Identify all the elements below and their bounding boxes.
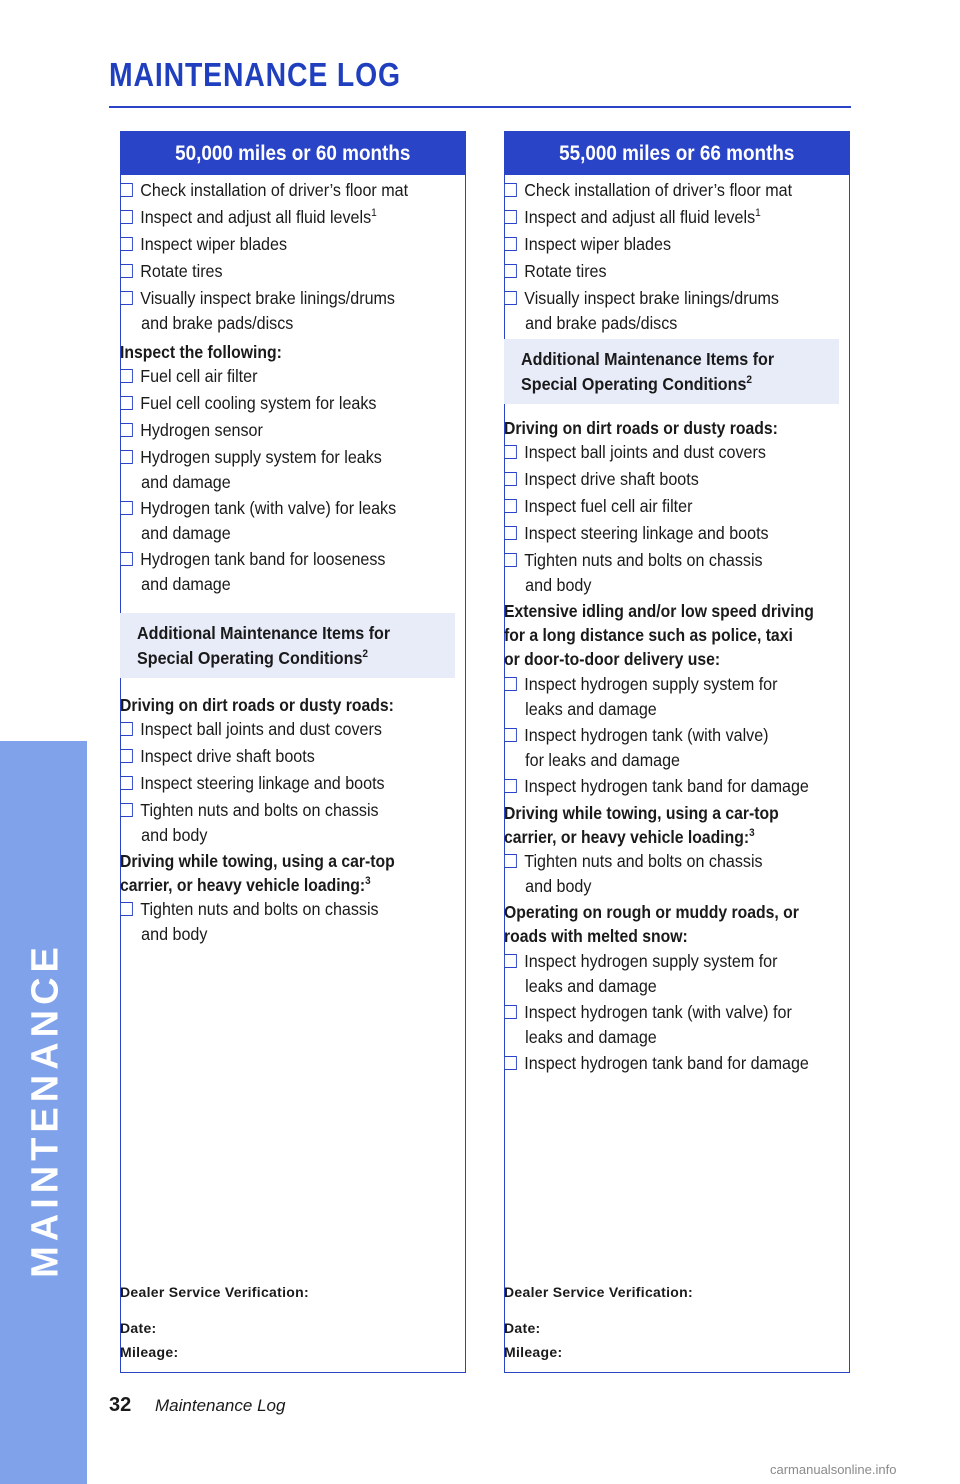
date-label: Date: — [120, 1320, 157, 1336]
checklist-item[interactable]: Inspect ball joints and dust covers — [120, 717, 382, 742]
checklist-item[interactable]: Inspect wiper blades — [120, 232, 287, 257]
checkbox-icon[interactable] — [120, 749, 133, 763]
section-heading: Driving while towing, using a car-top — [504, 803, 779, 823]
section-heading: for a long distance such as police, taxi — [504, 625, 793, 645]
checkbox-icon[interactable] — [120, 552, 133, 566]
checklist-item[interactable]: Check installation of driver’s floor mat — [504, 178, 792, 203]
checkbox-icon[interactable] — [120, 450, 133, 464]
checklist-item[interactable]: Fuel cell cooling system for leaks — [120, 391, 376, 416]
checkbox-icon[interactable] — [120, 902, 133, 916]
checkbox-icon[interactable] — [120, 183, 133, 197]
checklist-item[interactable]: Inspect steering linkage and boots — [504, 521, 769, 546]
mileage-label: Mileage: — [120, 1344, 179, 1360]
checklist-item[interactable]: Inspect drive shaft boots — [120, 744, 315, 769]
checkbox-icon[interactable] — [504, 526, 517, 540]
column-header: 50,000 miles or 60 months — [121, 132, 465, 175]
checkbox-icon[interactable] — [120, 423, 133, 437]
checklist-item[interactable]: Inspect ball joints and dust covers — [504, 440, 766, 465]
checklist-item[interactable]: Inspect wiper blades — [504, 232, 671, 257]
checklist-item[interactable]: Visually inspect brake linings/drums and brake pads/discs — [504, 286, 779, 335]
checkbox-icon[interactable] — [504, 472, 517, 486]
column-header: 55,000 miles or 66 months — [505, 132, 849, 175]
section-heading: Driving on dirt roads or dusty roads: — [504, 418, 778, 438]
checkbox-icon[interactable] — [504, 210, 517, 224]
checkbox-icon[interactable] — [504, 677, 517, 691]
checklist-item[interactable]: Visually inspect brake linings/drums and brake pads/discs — [120, 286, 395, 335]
section-heading: roads with melted snow: — [504, 926, 688, 946]
checklist-item[interactable]: Inspect hydrogen supply system for leaks and damage — [504, 949, 777, 998]
section-heading: Extensive idling and/or low speed driving — [504, 601, 814, 621]
checklist-item[interactable]: Rotate tires — [120, 259, 223, 284]
log-column-55000 — [504, 131, 850, 1373]
checkbox-icon[interactable] — [120, 396, 133, 410]
checkbox-icon[interactable] — [120, 776, 133, 790]
checklist-item[interactable]: Hydrogen supply system for leaks and damage — [120, 445, 382, 494]
checklist-item[interactable]: Inspect hydrogen tank (with valve) for leaks and damage — [504, 1000, 792, 1049]
checkbox-icon[interactable] — [120, 210, 133, 224]
checkbox-icon[interactable] — [120, 803, 133, 817]
checkbox-icon[interactable] — [504, 499, 517, 513]
dealer-verification-label: Dealer Service Verification: — [120, 1284, 309, 1300]
checklist-item[interactable]: Inspect hydrogen tank (with valve) for leaks and damage — [504, 723, 769, 772]
dealer-verification-label: Dealer Service Verification: — [504, 1284, 693, 1300]
checklist-item[interactable]: Check installation of driver’s floor mat — [120, 178, 408, 203]
checkbox-icon[interactable] — [504, 779, 517, 793]
checkbox-icon[interactable] — [504, 237, 517, 251]
side-tab-label: MAINTENANCE — [24, 942, 67, 1278]
checkbox-icon[interactable] — [504, 728, 517, 742]
checklist-item[interactable]: Inspect and adjust all fluid levels$^1$ — [120, 205, 377, 230]
footer-title: Maintenance Log — [155, 1396, 286, 1415]
section-heading: carrier, or heavy vehicle loading:$^3$ — [120, 875, 371, 895]
section-heading: Driving while towing, using a car-top — [120, 851, 395, 871]
checklist-item[interactable]: Rotate tires — [504, 259, 607, 284]
checklist-item[interactable]: Tighten nuts and bolts on chassis and body — [504, 548, 763, 597]
page-title: MAINTENANCE LOG — [109, 56, 401, 93]
checkbox-icon[interactable] — [504, 291, 517, 305]
checkbox-icon[interactable] — [504, 264, 517, 278]
date-label: Date: — [504, 1320, 541, 1336]
checklist-item[interactable]: Inspect steering linkage and boots — [120, 771, 385, 796]
checkbox-icon[interactable] — [504, 854, 517, 868]
checklist-item[interactable]: Inspect hydrogen tank band for damage — [504, 774, 809, 799]
additional-items-banner: Additional Maintenance Items for Special Operating Conditions$^2$ — [504, 339, 839, 404]
checkbox-icon[interactable] — [120, 291, 133, 305]
checklist-item[interactable]: Inspect hydrogen tank band for damage — [504, 1051, 809, 1076]
section-heading: Driving on dirt roads or dusty roads: — [120, 695, 394, 715]
checkbox-icon[interactable] — [504, 553, 517, 567]
checklist-item[interactable]: Inspect and adjust all fluid levels$^1$ — [504, 205, 761, 230]
checkbox-icon[interactable] — [504, 1005, 517, 1019]
page-number: 32 — [109, 1394, 132, 1416]
checkbox-icon[interactable] — [504, 445, 517, 459]
checkbox-icon[interactable] — [120, 264, 133, 278]
checklist-item[interactable]: Tighten nuts and bolts on chassis and body — [120, 798, 379, 847]
checklist-item[interactable]: Hydrogen tank (with valve) for leaks and damage — [120, 496, 396, 545]
watermark: carmanualsonline.info — [770, 1462, 897, 1477]
additional-items-banner: Additional Maintenance Items for Special Operating Conditions$^2$ — [120, 613, 455, 678]
checkbox-icon[interactable] — [120, 237, 133, 251]
checkbox-icon[interactable] — [120, 722, 133, 736]
checklist-item[interactable]: Hydrogen tank band for looseness and damage — [120, 547, 385, 596]
checklist-item[interactable]: Tighten nuts and bolts on chassis and body — [120, 897, 379, 946]
checklist-item[interactable]: Fuel cell air filter — [120, 364, 257, 389]
section-heading: Inspect the following: — [120, 342, 282, 362]
checkbox-icon[interactable] — [120, 369, 133, 383]
section-heading: carrier, or heavy vehicle loading:$^3$ — [504, 827, 755, 847]
checkbox-icon[interactable] — [504, 954, 517, 968]
checklist-item[interactable]: Hydrogen sensor — [120, 418, 263, 443]
checklist-item[interactable]: Inspect drive shaft boots — [504, 467, 699, 492]
checklist-item[interactable]: Inspect fuel cell air filter — [504, 494, 692, 519]
section-heading: or door-to-door delivery use: — [504, 649, 721, 669]
mileage-label: Mileage: — [504, 1344, 563, 1360]
checklist-item[interactable]: Inspect hydrogen supply system for leaks and damage — [504, 672, 777, 721]
checkbox-icon[interactable] — [504, 183, 517, 197]
log-column-50000 — [120, 131, 466, 1373]
section-heading: Operating on rough or muddy roads, or — [504, 902, 799, 922]
checkbox-icon[interactable] — [504, 1056, 517, 1070]
checkbox-icon[interactable] — [120, 501, 133, 515]
title-rule — [109, 106, 851, 108]
checklist-item[interactable]: Tighten nuts and bolts on chassis and body — [504, 849, 763, 898]
